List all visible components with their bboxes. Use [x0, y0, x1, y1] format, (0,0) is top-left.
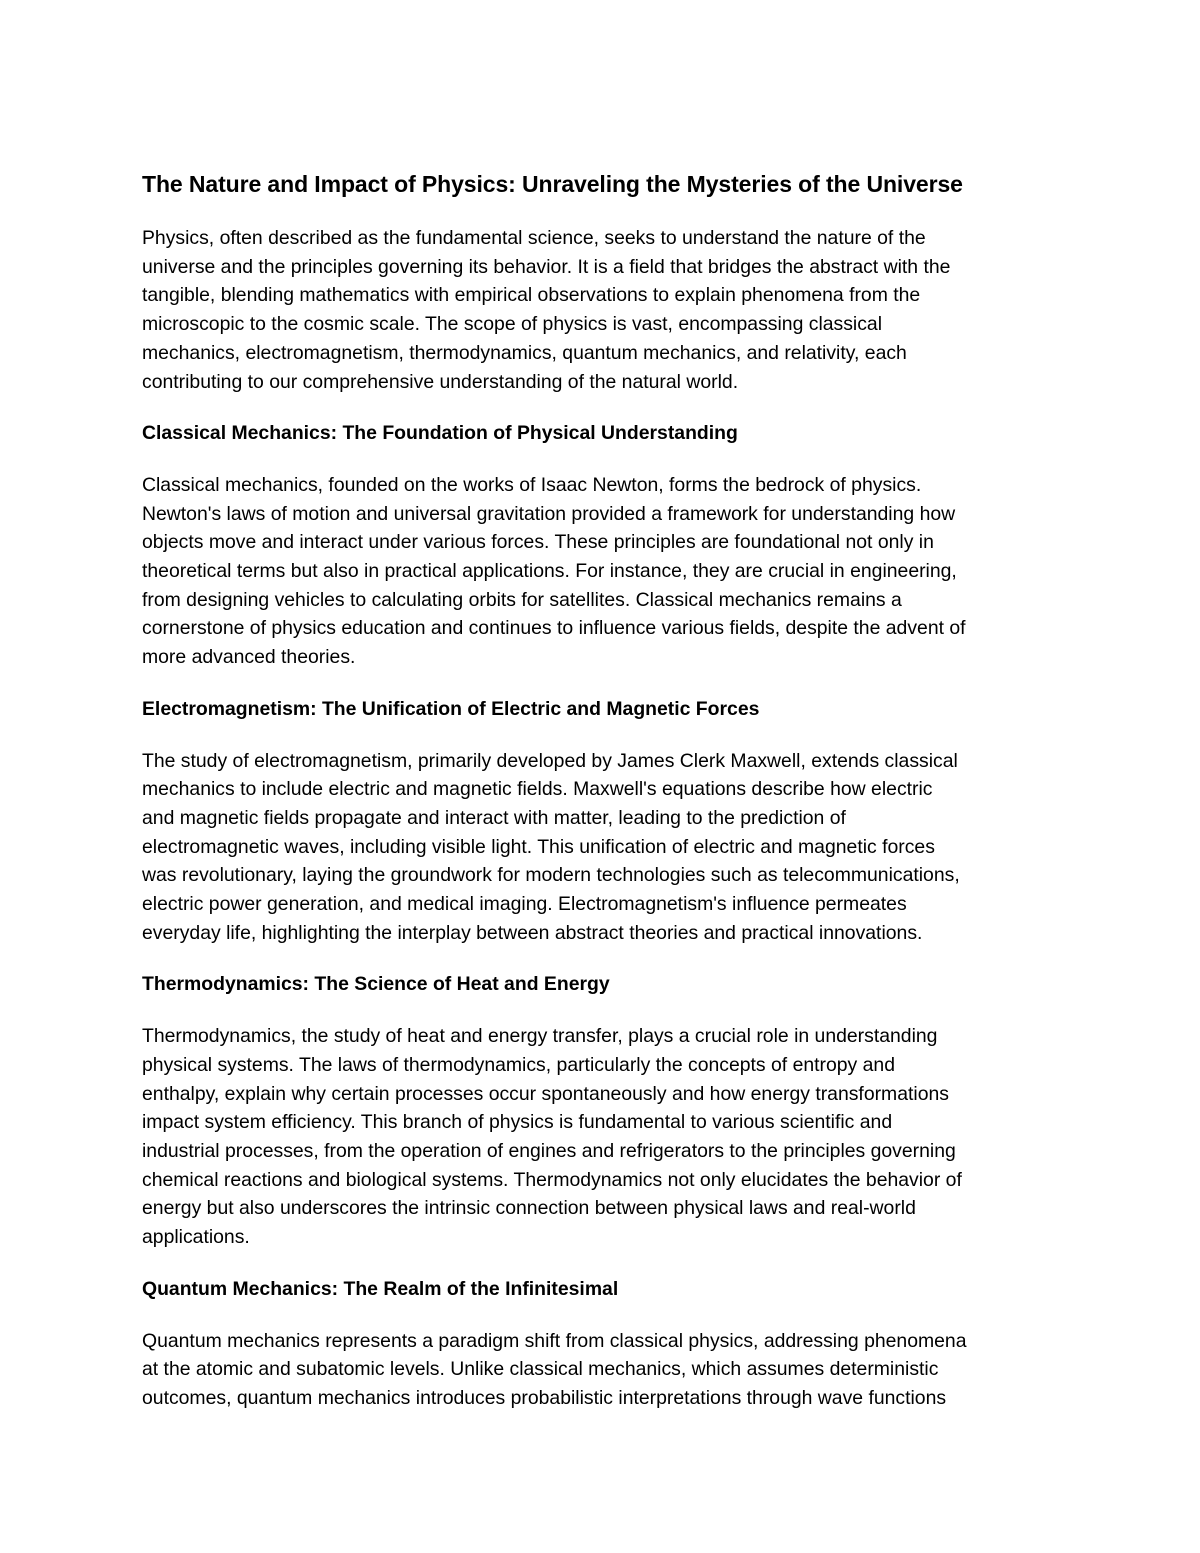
paragraph-line: Thermodynamics, the study of heat and energy transfer, plays a crucial role in understanding — [142, 1025, 938, 1048]
paragraph-line: at the atomic and subatomic levels. Unlike classical mechanics, which assumes deterministic — [142, 1358, 939, 1381]
document-title: The Nature and Impact of Physics: Unraveling the Mysteries of the Universe — [142, 171, 963, 197]
paragraph-line: contributing to our comprehensive understanding of the natural world. — [142, 370, 739, 393]
section-paragraph-quantum-mechanics — [142, 1327, 1062, 1413]
paragraph-line: electromagnetic waves, including visible light. This unification of electric and magnetic forces — [142, 835, 935, 858]
paragraph-line: mechanics, electromagnetism, thermodynamics, quantum mechanics, and relativity, each — [142, 341, 907, 364]
paragraph-line: impact system efficiency. This branch of physics is fundamental to various scientific and — [142, 1111, 893, 1134]
paragraph-line: Newton's laws of motion and universal gravitation provided a framework for understanding how — [142, 502, 956, 525]
section-paragraph-thermodynamics — [142, 1022, 1062, 1252]
paragraph-line: Classical mechanics, founded on the works of Isaac Newton, forms the bedrock of physics. — [142, 473, 922, 496]
paragraph-line: universe and the principles governing its behavior. It is a field that bridges the abstract with the — [142, 255, 951, 278]
paragraph-line: and magnetic fields propagate and interact with matter, leading to the prediction of — [142, 806, 846, 829]
section-heading-quantum-mechanics: Quantum Mechanics: The Realm of the Infinitesimal — [142, 1277, 619, 1300]
section-heading-electromagnetism: Electromagnetism: The Unification of Electric and Magnetic Forces — [142, 697, 760, 720]
paragraph-line: chemical reactions and biological systems. Thermodynamics not only elucidates the behavior of — [142, 1168, 962, 1191]
paragraph-line: cornerstone of physics education and continues to influence various fields, despite the advent of — [142, 617, 966, 640]
paragraph-line: microscopic to the cosmic scale. The scope of physics is vast, encompassing classical — [142, 313, 883, 336]
paragraph-line: The study of electromagnetism, primarily developed by James Clerk Maxwell, extends classical — [142, 749, 958, 772]
section-heading-thermodynamics: Thermodynamics: The Science of Heat and Energy — [142, 973, 610, 996]
paragraph-line: from designing vehicles to calculating orbits for satellites. Classical mechanics remains a — [142, 588, 902, 611]
section-paragraph-electromagnetism — [142, 747, 1062, 948]
paragraph-line: electric power generation, and medical imaging. Electromagnetism's influence permeates — [142, 893, 907, 916]
intro-paragraph — [142, 224, 1062, 396]
paragraph-line: everyday life, highlighting the interplay between abstract theories and practical innovations. — [142, 921, 923, 944]
paragraph-line: more advanced theories. — [142, 646, 356, 669]
paragraph-line: mechanics to include electric and magnetic fields. Maxwell's equations describe how electric — [142, 778, 933, 801]
paragraph-line: enthalpy, explain why certain processes occur spontaneously and how energy transformations — [142, 1082, 949, 1105]
paragraph-line: energy but also underscores the intrinsic connection between physical laws and real-world — [142, 1197, 916, 1220]
paragraph-line: physical systems. The laws of thermodynamics, particularly the concepts of entropy and — [142, 1053, 895, 1076]
paragraph-line: industrial processes, from the operation of engines and refrigerators to the principles governing — [142, 1139, 956, 1162]
paragraph-line: outcomes, quantum mechanics introduces probabilistic interpretations through wave functions — [142, 1386, 947, 1409]
paragraph-line: Quantum mechanics represents a paradigm shift from classical physics, addressing phenomena — [142, 1329, 967, 1352]
paragraph-line: Physics, often described as the fundamental science, seeks to understand the nature of the — [142, 227, 926, 249]
paragraph-line: objects move and interact under various forces. These principles are foundational not only in — [142, 531, 934, 554]
paragraph-line: tangible, blending mathematics with empirical observations to explain phenomena from the — [142, 284, 921, 307]
section-heading-classical-mechanics: Classical Mechanics: The Foundation of Physical Understanding — [142, 422, 738, 445]
paragraph-line: theoretical terms but also in practical applications. For instance, they are crucial in engineering, — [142, 560, 957, 583]
paragraph-line: applications. — [142, 1226, 250, 1249]
document-page — [142, 166, 1062, 1436]
paragraph-line: was revolutionary, laying the groundwork for modern technologies such as telecommunications, — [142, 864, 960, 887]
section-paragraph-classical-mechanics — [142, 471, 1062, 672]
